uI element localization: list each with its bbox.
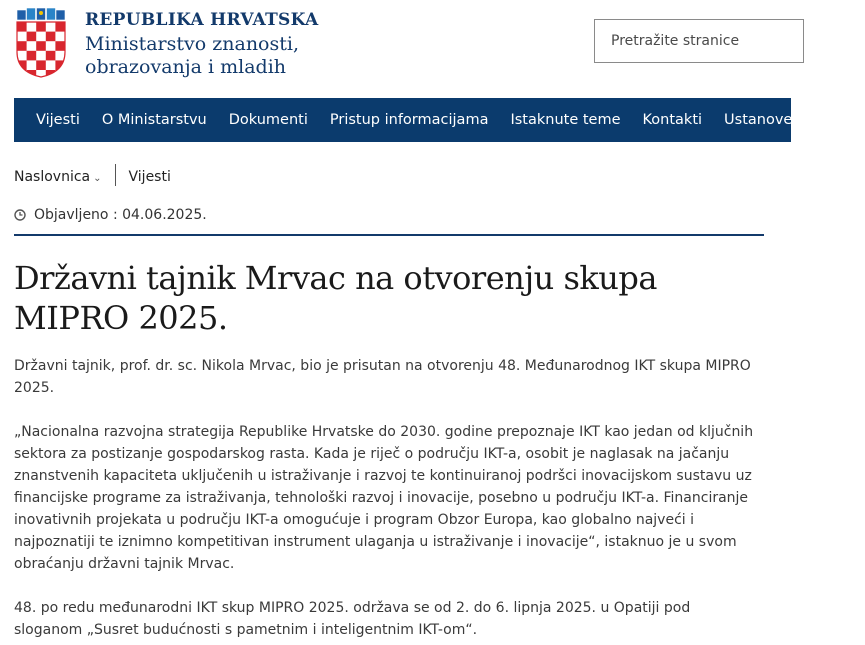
search-input[interactable] [609, 20, 793, 62]
coat-of-arms-logo[interactable] [15, 8, 67, 78]
nav-item-pristup-informacijama[interactable]: Pristup informacijama [329, 112, 489, 128]
divider [14, 234, 764, 236]
nav-item-o-ministarstvu[interactable]: O Ministarstvu [101, 112, 207, 128]
article-paragraph: 48. po redu međunarodni IKT skup MIPRO 2025. održava se od 2. do 6. lipnja 2025. u Opatiji pod sloganom „Susret budućnosti s pametnim i inteligentnim IKT-om“. [14, 600, 691, 638]
org-ministry-name-line2: obrazovanja i mladih [85, 56, 287, 78]
search-box[interactable] [594, 19, 804, 63]
org-ministry-name[interactable] [85, 33, 299, 79]
nav-item-hitni[interactable]: HITNI [814, 112, 854, 128]
article-paragraph: „Nacionalna razvojna strategija Republike Hrvatske do 2030. godine prepoznaje IKT kao jedan od ključnih sektora za postizanje gospodarskog rasta. Kada je riječ o području IKT-a, osobit je naglasak na jačanju znanstvenih kapaciteta uključenih u istraživanje i razvoj te kontinuiranoj podršci inovacijskom sustavu uz financijske programe za istraživanja, tehnološki razvoj i inovacije, posebno u području IKT-a. Financiranje inovativnih projekata u području IKT-a omogućuje i program Obzor Europa, kao globalno najveći i najpoznatiji te iznimno kompetitivan instrument ulaganja u istraživanje i inovacije“, istaknuo je u svom obraćanju državni tajnik Mrvac. [14, 424, 754, 572]
article-title: Državni tajnik Mrvac na otvorenju skupa MIPRO 2025. [14, 259, 657, 337]
breadcrumb-home-label: Naslovnica [14, 169, 91, 185]
main-navigation [14, 98, 854, 142]
breadcrumb-separator [115, 164, 116, 186]
publish-date-text: Objavljeno : 04.06.2025. [34, 207, 207, 223]
breadcrumb [14, 164, 171, 186]
clock-icon [14, 209, 26, 221]
nav-item-kontakti[interactable]: Kontakti [642, 112, 703, 128]
publish-date [14, 207, 207, 223]
nav-item-vijesti[interactable]: Vijesti [36, 112, 80, 128]
nav-item-dokumenti[interactable]: Dokumenti [228, 112, 308, 128]
nav-item-ustanove[interactable]: Ustanove [724, 112, 793, 128]
chevron-down-icon: ⌄ [93, 173, 102, 184]
crown-icon [17, 8, 65, 20]
org-country-name[interactable]: REPUBLIKA HRVATSKA [85, 10, 319, 30]
checkerboard-shield-icon [15, 22, 67, 80]
article-paragraph: Državni tajnik, prof. dr. sc. Nikola Mrvac, bio je prisutan na otvorenju 48. Međunarodnog IKT skupa MIPRO 2025. [14, 358, 751, 396]
org-ministry-name-line1: Ministarstvo znanosti, [85, 33, 299, 55]
nav-item-istaknute-teme[interactable]: Istaknute teme [510, 112, 621, 128]
breadcrumb-current: Vijesti [128, 169, 171, 185]
breadcrumb-home-link[interactable] [14, 169, 115, 185]
